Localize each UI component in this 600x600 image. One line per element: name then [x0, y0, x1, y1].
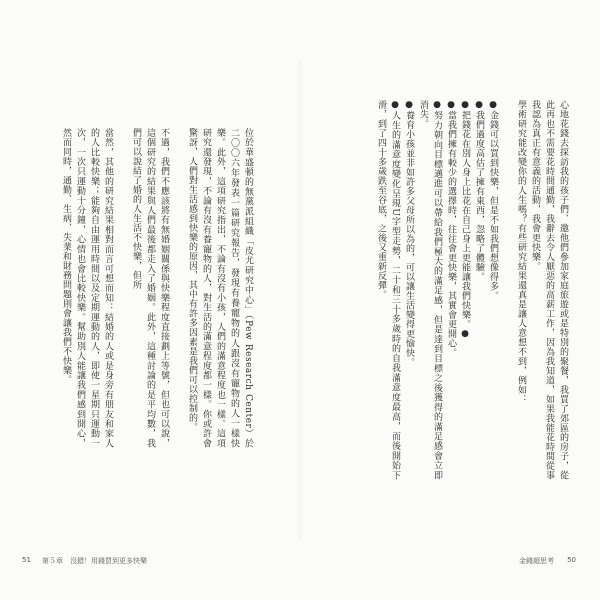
right-running-title: 金錢超思考: [519, 557, 554, 565]
left-running-title: 第５章 沒錯！用錢買到更多快樂: [42, 557, 147, 565]
left-page-number: 51: [22, 556, 31, 564]
right-page-number: 50: [567, 556, 576, 564]
left-page-body: 位於華盛頓的無黨派組織「皮尤研究中心」（Pew Research Center）於二〇〇六年發表一篇研究報告，發現有養寵物的人跟沒有寵物的人一樣快樂。此外，這項研究指出，不論有沒有小孩，人們的滿意程度也一樣。這項研究還發現，不論有沒有養寵物的人，對生活的滿意程度都一樣。你或許會驚訝，人們對生活感到快樂的原因，其中有許多因素是我們可以控制的。 不過，我們不應該將有無婚姻關係與快樂程度直接劃上等號，但也可以說，這個研究的結果與人們最後都走入了婚姻。此外，這種討論的是平均數，我們可以說結了婚的人生活不快樂，但所 當然，其他的研究結果相對而言可想而知：結婚的人或是身旁有朋友和家人的人比較快樂；能夠自由運用時間以及定期運動的人，即使一星期只運動一次，一次只運動十分鐘，心情也會比較快樂。幫助別人能讓我們感到開心，然而同時，通勤、生病、失業和財務問題則會讓我們不快樂。: [61, 128, 253, 448]
right-page-body: 心地花錢去探訪我的孩子們、邀他們參加家庭旅遊或是特別的聚餐，我買了郊區的房子，從此再也不需要花時間通勤，我辭去令人厭惡的高薪工作，因為我知道，如果我能花時間從事我認為真正有意義的活動，我會更快樂。 學術研究能改變你的人生嗎？有些研究結果還真是讓人意想不到，例如： ●金錢可以買到快樂，但是不如我們想像得多。 ●我們過度高估了擁有東西，忽略了體驗。 ●把錢花在別人身上比花在自己身上更能讓我們快樂。● ●當我們擁有較少的選擇時，往往會更快樂，其實會更開心。 ●努力朝向目標邁進可以帶給我們極大的滿足感，但是達到目標之後獲得的滿足感會立即消失。 ●養育小孩並非如許多父母所以為的，可以讓生活變得更愉快。 ●人生的滿意度變化呈現U字型走勢，二十和三十多歲時的自我滿意度最高，而後開始下滑，到了四十多歲跌至谷底，之後又重新反彈。: [376, 100, 568, 480]
right-page: [300, 0, 600, 600]
